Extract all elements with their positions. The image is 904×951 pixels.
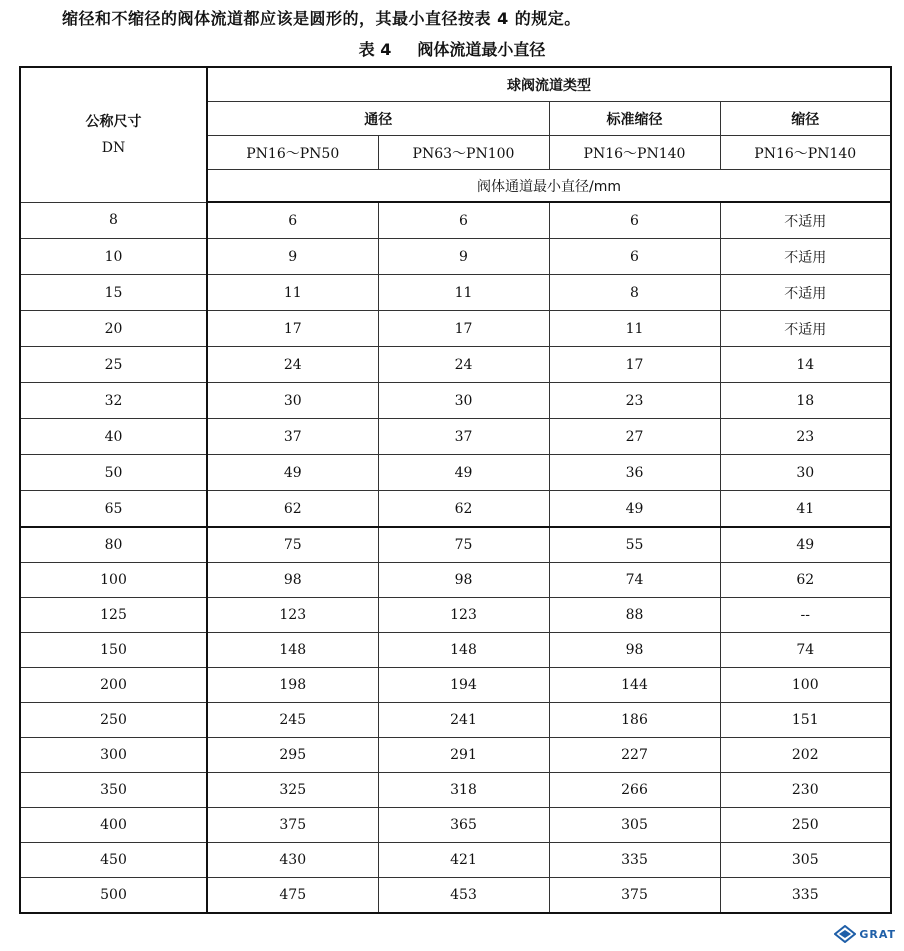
diameter-cell: 305 bbox=[720, 843, 891, 878]
table-row bbox=[20, 563, 891, 598]
diameter-cell: 421 bbox=[378, 843, 549, 878]
diameter-cell: 不适用 bbox=[720, 275, 891, 311]
diameter-cell: 6 bbox=[378, 202, 549, 239]
diameter-cell: 98 bbox=[378, 563, 549, 598]
dn-cell: 350 bbox=[20, 773, 207, 808]
diameter-cell: 6 bbox=[207, 202, 378, 239]
diameter-cell: 88 bbox=[549, 598, 720, 633]
table-row bbox=[20, 275, 891, 311]
table-body bbox=[20, 202, 891, 913]
diameter-cell: 318 bbox=[378, 773, 549, 808]
dn-cell: 32 bbox=[20, 383, 207, 419]
diameter-cell: 49 bbox=[549, 491, 720, 528]
diameter-cell: 291 bbox=[378, 738, 549, 773]
table-row bbox=[20, 598, 891, 633]
diameter-cell: 98 bbox=[549, 633, 720, 668]
diameter-cell: 475 bbox=[207, 878, 378, 914]
table-row bbox=[20, 527, 891, 563]
diameter-cell: 74 bbox=[720, 633, 891, 668]
diameter-cell: 62 bbox=[207, 491, 378, 528]
table-row bbox=[20, 738, 891, 773]
diameter-cell: 17 bbox=[207, 311, 378, 347]
reduced-header: 缩径 bbox=[720, 102, 891, 136]
diameter-cell: 不适用 bbox=[720, 202, 891, 239]
diameter-cell: 123 bbox=[378, 598, 549, 633]
diameter-cell: 37 bbox=[207, 419, 378, 455]
diameter-cell: 375 bbox=[549, 878, 720, 914]
diameter-cell: 305 bbox=[549, 808, 720, 843]
dn-cell: 200 bbox=[20, 668, 207, 703]
standard-reduced-header: 标准缩径 bbox=[549, 102, 720, 136]
diameter-cell: 295 bbox=[207, 738, 378, 773]
diameter-cell: 8 bbox=[549, 275, 720, 311]
diameter-cell: 11 bbox=[207, 275, 378, 311]
grat-logo-icon bbox=[834, 925, 856, 943]
diameter-cell: 430 bbox=[207, 843, 378, 878]
table-row bbox=[20, 239, 891, 275]
table-row bbox=[20, 703, 891, 738]
dn-cell: 40 bbox=[20, 419, 207, 455]
dn-cell: 300 bbox=[20, 738, 207, 773]
min-bore-table bbox=[19, 66, 892, 914]
diameter-cell: 23 bbox=[549, 383, 720, 419]
full-bore-header: 通径 bbox=[207, 102, 549, 136]
diameter-cell: 27 bbox=[549, 419, 720, 455]
diameter-cell: 6 bbox=[549, 202, 720, 239]
diameter-cell: 49 bbox=[378, 455, 549, 491]
dn-cell: 15 bbox=[20, 275, 207, 311]
diameter-cell: 227 bbox=[549, 738, 720, 773]
diameter-cell: 17 bbox=[549, 347, 720, 383]
pressure-class-header: PN16～PN140 bbox=[720, 136, 891, 170]
table-row bbox=[20, 843, 891, 878]
diameter-cell: 62 bbox=[378, 491, 549, 528]
table-row bbox=[20, 633, 891, 668]
diameter-cell: 325 bbox=[207, 773, 378, 808]
diameter-cell: 30 bbox=[207, 383, 378, 419]
diameter-cell: 49 bbox=[720, 527, 891, 563]
diameter-cell: 30 bbox=[720, 455, 891, 491]
dn-cell: 400 bbox=[20, 808, 207, 843]
pressure-class-header: PN63～PN100 bbox=[378, 136, 549, 170]
dn-cell: 10 bbox=[20, 239, 207, 275]
diameter-cell: 198 bbox=[207, 668, 378, 703]
diameter-cell: 23 bbox=[720, 419, 891, 455]
dn-header-unit: DN bbox=[101, 139, 126, 156]
diameter-cell: 365 bbox=[378, 808, 549, 843]
diameter-cell: 不适用 bbox=[720, 239, 891, 275]
diameter-cell: 230 bbox=[720, 773, 891, 808]
dn-cell: 25 bbox=[20, 347, 207, 383]
diameter-cell: 49 bbox=[207, 455, 378, 491]
pressure-class-header: PN16～PN50 bbox=[207, 136, 378, 170]
diameter-cell: 144 bbox=[549, 668, 720, 703]
diameter-cell: 266 bbox=[549, 773, 720, 808]
dn-cell: 150 bbox=[20, 633, 207, 668]
grat-watermark bbox=[834, 925, 896, 943]
dn-cell: 450 bbox=[20, 843, 207, 878]
diameter-cell: 375 bbox=[207, 808, 378, 843]
diameter-cell: 194 bbox=[378, 668, 549, 703]
table-row bbox=[20, 808, 891, 843]
table-number: 表 4 bbox=[358, 40, 392, 59]
diameter-cell: 186 bbox=[549, 703, 720, 738]
diameter-cell: 6 bbox=[549, 239, 720, 275]
diameter-cell: 30 bbox=[378, 383, 549, 419]
table-row bbox=[20, 668, 891, 703]
diameter-cell: 62 bbox=[720, 563, 891, 598]
diameter-cell: 9 bbox=[207, 239, 378, 275]
diameter-cell: 24 bbox=[207, 347, 378, 383]
diameter-cell: 41 bbox=[720, 491, 891, 528]
pressure-class-header: PN16～PN140 bbox=[549, 136, 720, 170]
diameter-cell: 148 bbox=[378, 633, 549, 668]
diameter-cell: 17 bbox=[378, 311, 549, 347]
table-row bbox=[20, 311, 891, 347]
table-row bbox=[20, 347, 891, 383]
dn-cell: 50 bbox=[20, 455, 207, 491]
diameter-cell: 245 bbox=[207, 703, 378, 738]
diameter-cell: 148 bbox=[207, 633, 378, 668]
diameter-cell: 453 bbox=[378, 878, 549, 914]
diameter-cell: 74 bbox=[549, 563, 720, 598]
dn-header-cell bbox=[20, 67, 207, 202]
diameter-cell: 151 bbox=[720, 703, 891, 738]
diameter-cell: 18 bbox=[720, 383, 891, 419]
diameter-cell: 11 bbox=[378, 275, 549, 311]
diameter-cell: 75 bbox=[378, 527, 549, 563]
diameter-cell: 36 bbox=[549, 455, 720, 491]
unit-row-header: 阀体通道最小直径/mm bbox=[207, 170, 891, 203]
table-row bbox=[20, 491, 891, 528]
grat-logo-text: GRAT bbox=[859, 927, 896, 941]
diameter-cell: 241 bbox=[378, 703, 549, 738]
diameter-cell: 37 bbox=[378, 419, 549, 455]
diameter-cell: 98 bbox=[207, 563, 378, 598]
diameter-cell: 55 bbox=[549, 527, 720, 563]
dn-cell: 8 bbox=[20, 202, 207, 239]
table-row bbox=[20, 455, 891, 491]
diameter-cell: 不适用 bbox=[720, 311, 891, 347]
table-row bbox=[20, 773, 891, 808]
diameter-cell: 335 bbox=[549, 843, 720, 878]
diameter-cell: 9 bbox=[378, 239, 549, 275]
dn-cell: 20 bbox=[20, 311, 207, 347]
dn-cell: 100 bbox=[20, 563, 207, 598]
dn-cell: 80 bbox=[20, 527, 207, 563]
diameter-cell: 14 bbox=[720, 347, 891, 383]
diameter-cell: 123 bbox=[207, 598, 378, 633]
table-row bbox=[20, 202, 891, 239]
dn-cell: 65 bbox=[20, 491, 207, 528]
table-row bbox=[20, 878, 891, 914]
table-title: 阀体流道最小直径 bbox=[417, 40, 546, 59]
dn-cell: 125 bbox=[20, 598, 207, 633]
dn-cell: 250 bbox=[20, 703, 207, 738]
diameter-cell: 75 bbox=[207, 527, 378, 563]
diameter-cell: 24 bbox=[378, 347, 549, 383]
dn-header-label: 公称尺寸 bbox=[85, 113, 142, 130]
table-row bbox=[20, 383, 891, 419]
diameter-cell: 202 bbox=[720, 738, 891, 773]
diameter-cell: 100 bbox=[720, 668, 891, 703]
diameter-cell: 335 bbox=[720, 878, 891, 914]
diameter-cell: 250 bbox=[720, 808, 891, 843]
bore-type-group-header: 球阀流道类型 bbox=[207, 67, 891, 102]
table-row bbox=[20, 419, 891, 455]
table-caption bbox=[0, 37, 904, 60]
diameter-cell: -- bbox=[720, 598, 891, 633]
dn-cell: 500 bbox=[20, 878, 207, 914]
intro-paragraph: 缩径和不缩径的阀体流道都应该是圆形的，其最小直径按表 4 的规定。 bbox=[62, 9, 581, 28]
diameter-cell: 11 bbox=[549, 311, 720, 347]
